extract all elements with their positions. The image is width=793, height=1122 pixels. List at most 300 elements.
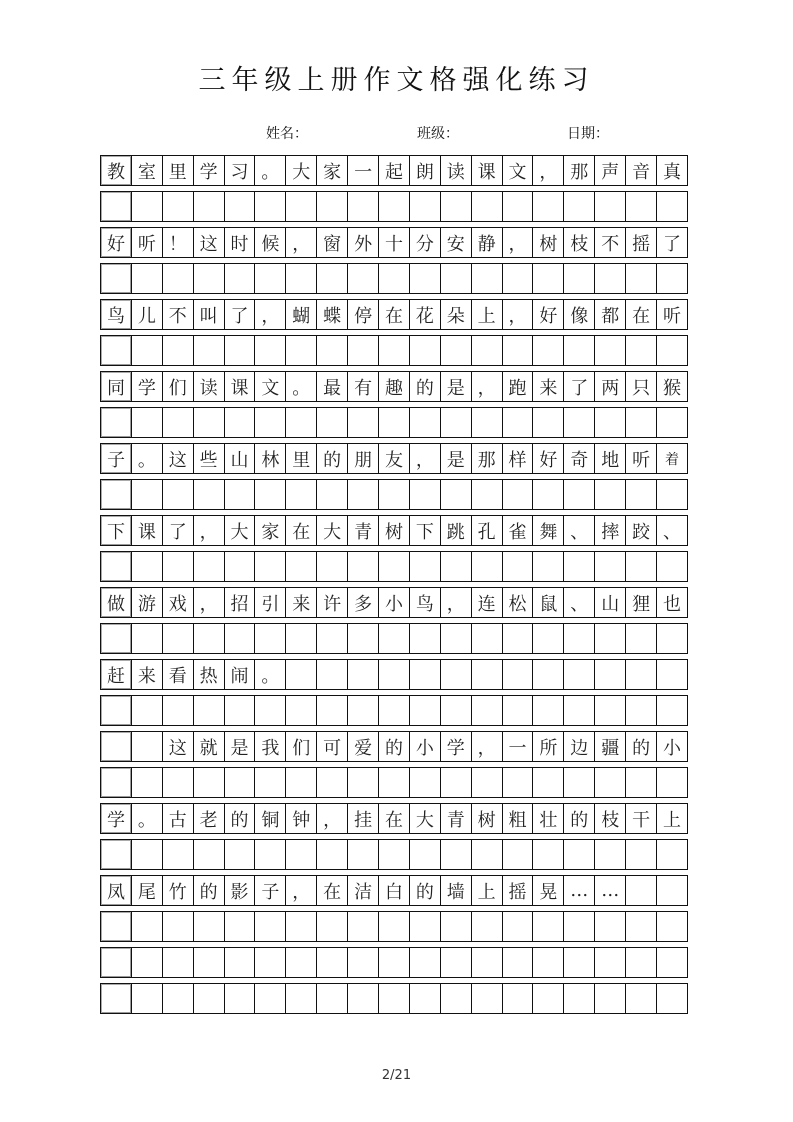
grid-cell — [255, 264, 286, 293]
grid-cell: 我 — [255, 732, 286, 761]
grid-cell: ， — [286, 876, 317, 905]
grid-cell — [564, 840, 595, 869]
grid-cell — [657, 192, 687, 221]
grid-cell — [163, 480, 194, 509]
grid-cell — [564, 408, 595, 437]
grid-cell — [225, 480, 256, 509]
grid-cell — [317, 336, 348, 365]
grid-cell: 那 — [564, 156, 595, 185]
grid-cell: 小 — [379, 588, 410, 617]
grid-cell — [657, 876, 687, 905]
grid-cell — [533, 264, 564, 293]
grid-cell — [317, 192, 348, 221]
grid-cell — [163, 624, 194, 653]
grid-cell — [101, 696, 132, 725]
blank-row — [100, 407, 688, 438]
grid-cell — [503, 408, 534, 437]
grid-cell: 山 — [225, 444, 256, 473]
grid-cell — [503, 840, 534, 869]
grid-cell: 读 — [194, 372, 225, 401]
grid-cell: 爱 — [348, 732, 379, 761]
grid-cell: 上 — [472, 300, 503, 329]
grid-cell — [317, 552, 348, 581]
grid-cell — [286, 552, 317, 581]
grid-cell — [472, 264, 503, 293]
grid-cell: 像 — [564, 300, 595, 329]
grid-cell — [225, 948, 256, 977]
grid-cell: 松 — [503, 588, 534, 617]
grid-cell: 跑 — [503, 372, 534, 401]
grid-cell: 竹 — [163, 876, 194, 905]
grid-cell: 雀 — [503, 516, 534, 545]
grid-cell — [194, 624, 225, 653]
grid-cell — [163, 696, 194, 725]
grid-cell — [132, 624, 163, 653]
grid-cell: 许 — [317, 588, 348, 617]
grid-cell: 赶 — [101, 660, 132, 689]
grid-cell: 好 — [533, 444, 564, 473]
grid-cell — [595, 624, 626, 653]
date-label: 日期： — [567, 126, 609, 142]
grid-cell: 好 — [101, 228, 132, 257]
grid-cell — [503, 264, 534, 293]
grid-cell: 儿 — [132, 300, 163, 329]
grid-cell — [472, 696, 503, 725]
grid-cell — [564, 912, 595, 941]
grid-cell — [317, 264, 348, 293]
grid-cell: 真 — [662, 161, 681, 183]
grid-cell: 室 — [132, 156, 163, 185]
grid-cell: 课 — [225, 372, 256, 401]
grid-cell — [564, 552, 595, 581]
grid-cell — [441, 192, 472, 221]
blank-row — [100, 479, 688, 510]
grid-cell — [225, 264, 256, 293]
grid-cell — [286, 480, 317, 509]
text-row — [100, 371, 688, 402]
grid-cell — [132, 192, 163, 221]
grid-cell — [348, 660, 379, 689]
grid-cell — [595, 192, 626, 221]
grid-cell — [595, 480, 626, 509]
grid-cell — [564, 984, 595, 1013]
grid-cell — [317, 840, 348, 869]
grid-cell — [472, 768, 503, 797]
grid-cell — [225, 336, 256, 365]
grid-cell: 边 — [564, 732, 595, 761]
grid-cell: 文 — [255, 372, 286, 401]
grid-cell — [317, 948, 348, 977]
grid-cell — [379, 480, 410, 509]
grid-cell: 树 — [533, 228, 564, 257]
grid-cell: 这 — [163, 732, 194, 761]
grid-cell: 古 — [163, 804, 194, 833]
grid-cell — [132, 336, 163, 365]
grid-cell — [626, 408, 657, 437]
grid-cell: 戏 — [163, 588, 194, 617]
grid-cell — [132, 480, 163, 509]
grid-cell: 花 — [410, 300, 441, 329]
grid-cell — [132, 696, 163, 725]
grid-cell — [472, 552, 503, 581]
grid-cell: 都 — [595, 300, 626, 329]
grid-cell: 闹 — [225, 660, 256, 689]
grid-cell — [410, 768, 441, 797]
grid-cell — [255, 336, 286, 365]
grid-cell: 树 — [379, 516, 410, 545]
grid-cell — [410, 912, 441, 941]
grid-cell: ， — [194, 588, 225, 617]
grid-cell — [255, 192, 286, 221]
grid-cell — [348, 948, 379, 977]
grid-cell — [441, 840, 472, 869]
grid-cell — [533, 984, 564, 1013]
text-row — [100, 659, 688, 690]
grid-cell: 的 — [410, 372, 441, 401]
grid-cell: 大 — [317, 516, 348, 545]
grid-cell — [225, 552, 256, 581]
grid-cell — [626, 480, 657, 509]
grid-cell: 一 — [503, 732, 534, 761]
grid-cell: 的 — [564, 804, 595, 833]
page-indicator: 2/21 — [381, 1068, 412, 1083]
grid-cell — [194, 984, 225, 1013]
grid-cell — [410, 408, 441, 437]
grid-cell: 洁 — [348, 876, 379, 905]
grid-cell — [533, 768, 564, 797]
grid-cell: 外 — [348, 228, 379, 257]
grid-cell — [410, 624, 441, 653]
grid-cell — [472, 948, 503, 977]
grid-cell — [348, 696, 379, 725]
grid-cell — [379, 696, 410, 725]
grid-cell — [101, 840, 132, 869]
grid-cell — [286, 192, 317, 221]
grid-cell — [379, 984, 410, 1013]
grid-cell: 那 — [472, 444, 503, 473]
grid-cell — [441, 336, 472, 365]
grid-cell: 来 — [286, 588, 317, 617]
grid-cell — [410, 660, 441, 689]
grid-cell: 鸟 — [101, 300, 132, 329]
blank-row — [100, 551, 688, 582]
blank-row — [100, 191, 688, 222]
grid-cell — [533, 552, 564, 581]
grid-cell: 鼠 — [533, 588, 564, 617]
grid-cell: 好 — [533, 300, 564, 329]
grid-cell: 一 — [348, 156, 379, 185]
grid-cell — [564, 264, 595, 293]
grid-cell: 友 — [379, 444, 410, 473]
grid-cell: 了 — [662, 233, 681, 255]
grid-cell — [379, 336, 410, 365]
grid-cell — [348, 552, 379, 581]
grid-cell — [564, 948, 595, 977]
grid-cell — [626, 552, 657, 581]
grid-cell: 来 — [533, 372, 564, 401]
grid-cell: 窗 — [317, 228, 348, 257]
grid-cell: 安 — [441, 228, 472, 257]
grid-cell — [379, 552, 410, 581]
grid-cell — [472, 336, 503, 365]
grid-cell: 着 — [664, 451, 679, 468]
grid-cell — [410, 696, 441, 725]
grid-cell — [286, 948, 317, 977]
grid-cell — [255, 696, 286, 725]
grid-cell: 下 — [410, 516, 441, 545]
grid-cell — [255, 408, 286, 437]
grid-cell: ， — [533, 156, 564, 185]
grid-cell — [533, 912, 564, 941]
grid-cell — [101, 552, 132, 581]
grid-cell — [657, 840, 687, 869]
grid-cell — [626, 192, 657, 221]
grid-cell: 声 — [595, 156, 626, 185]
grid-cell: 枝 — [564, 228, 595, 257]
grid-cell: 不 — [595, 228, 626, 257]
grid-cell — [348, 336, 379, 365]
grid-cell — [132, 948, 163, 977]
grid-cell — [657, 552, 687, 581]
grid-cell: 挂 — [348, 804, 379, 833]
grid-cell: 粗 — [503, 804, 534, 833]
grid-cell — [163, 408, 194, 437]
grid-cell: ， — [472, 732, 503, 761]
grid-cell: 学 — [194, 156, 225, 185]
grid-cell: 凤 — [101, 876, 132, 905]
grid-cell — [194, 192, 225, 221]
grid-cell — [595, 264, 626, 293]
grid-cell: 孔 — [472, 516, 503, 545]
grid-cell — [441, 660, 472, 689]
grid-cell — [286, 264, 317, 293]
grid-cell: 有 — [348, 372, 379, 401]
grid-cell — [194, 480, 225, 509]
grid-cell — [503, 912, 534, 941]
grid-cell — [410, 192, 441, 221]
grid-cell: 。 — [255, 156, 286, 185]
grid-cell — [626, 984, 657, 1013]
grid-cell: 大 — [225, 516, 256, 545]
grid-cell: 影 — [225, 876, 256, 905]
grid-cell: 朋 — [348, 444, 379, 473]
grid-cell: 音 — [626, 156, 657, 185]
grid-cell — [595, 660, 626, 689]
grid-cell — [657, 336, 687, 365]
grid-cell — [317, 408, 348, 437]
grid-cell: 在 — [317, 876, 348, 905]
grid-cell — [564, 336, 595, 365]
grid-cell — [626, 336, 657, 365]
grid-cell — [194, 696, 225, 725]
grid-cell: ， — [286, 228, 317, 257]
grid-cell: 小 — [410, 732, 441, 761]
grid-cell — [194, 768, 225, 797]
grid-cell: ， — [503, 228, 534, 257]
grid-cell — [441, 948, 472, 977]
grid-cell: 山 — [595, 588, 626, 617]
grid-cell — [564, 480, 595, 509]
grid-cell — [225, 768, 256, 797]
grid-cell — [163, 264, 194, 293]
grid-cell — [472, 480, 503, 509]
grid-cell — [101, 408, 132, 437]
grid-cell: 也 — [662, 593, 681, 615]
grid-cell: 课 — [132, 516, 163, 545]
grid-cell: 样 — [503, 444, 534, 473]
grid-cell — [595, 336, 626, 365]
grid-cell — [348, 480, 379, 509]
grid-cell — [379, 264, 410, 293]
grid-cell: 、 — [564, 588, 595, 617]
grid-cell: 看 — [163, 660, 194, 689]
grid-cell: ， — [503, 300, 534, 329]
grid-cell — [503, 768, 534, 797]
grid-cell — [472, 984, 503, 1013]
grid-cell — [163, 948, 194, 977]
grid-cell — [533, 948, 564, 977]
grid-cell — [132, 768, 163, 797]
grid-cell — [194, 552, 225, 581]
grid-cell — [163, 984, 194, 1013]
grid-cell: 狸 — [626, 588, 657, 617]
page-title: 三年级上册作文格强化练习 — [198, 65, 595, 96]
grid-cell — [163, 336, 194, 365]
grid-cell: 大 — [286, 156, 317, 185]
text-row — [100, 875, 688, 906]
grid-cell — [657, 768, 687, 797]
grid-cell — [595, 984, 626, 1013]
grid-cell: 了 — [225, 300, 256, 329]
grid-cell — [472, 840, 503, 869]
grid-cell — [626, 840, 657, 869]
grid-cell — [503, 660, 534, 689]
grid-cell — [626, 696, 657, 725]
grid-cell — [194, 336, 225, 365]
grid-cell: 朵 — [441, 300, 472, 329]
grid-cell — [533, 624, 564, 653]
text-row — [100, 803, 688, 834]
grid-cell — [626, 876, 657, 905]
grid-cell: 这 — [194, 228, 225, 257]
grid-cell: 蝶 — [317, 300, 348, 329]
blank-row — [100, 263, 688, 294]
grid-cell — [317, 696, 348, 725]
grid-cell: 子 — [101, 444, 132, 473]
grid-cell — [132, 840, 163, 869]
grid-cell: 们 — [286, 732, 317, 761]
grid-cell — [286, 984, 317, 1013]
grid-cell — [410, 480, 441, 509]
grid-cell — [472, 624, 503, 653]
grid-cell — [564, 624, 595, 653]
grid-cell: 分 — [410, 228, 441, 257]
grid-cell — [657, 948, 687, 977]
grid-cell — [225, 912, 256, 941]
grid-cell — [101, 192, 132, 221]
grid-cell: 青 — [441, 804, 472, 833]
grid-cell — [410, 984, 441, 1013]
grid-cell — [163, 912, 194, 941]
grid-cell — [101, 336, 132, 365]
grid-cell — [503, 552, 534, 581]
grid-cell — [379, 192, 410, 221]
grid-cell: 跤 — [626, 516, 657, 545]
grid-cell — [533, 660, 564, 689]
name-label: 姓名： — [266, 126, 308, 142]
grid-cell: 、 — [564, 516, 595, 545]
grid-cell — [348, 840, 379, 869]
text-row — [100, 515, 688, 546]
grid-cell: 了 — [564, 372, 595, 401]
grid-cell — [225, 984, 256, 1013]
grid-cell: 可 — [317, 732, 348, 761]
grid-cell: 奇 — [564, 444, 595, 473]
grid-cell — [626, 624, 657, 653]
grid-cell — [348, 624, 379, 653]
grid-cell: 这 — [163, 444, 194, 473]
grid-cell — [255, 984, 286, 1013]
grid-cell — [132, 552, 163, 581]
grid-cell — [132, 912, 163, 941]
grid-cell — [410, 948, 441, 977]
grid-cell — [410, 552, 441, 581]
text-row — [100, 731, 688, 762]
grid-cell: 壮 — [533, 804, 564, 833]
grid-cell: 钟 — [286, 804, 317, 833]
grid-cell: ！ — [163, 228, 194, 257]
grid-cell — [472, 660, 503, 689]
grid-cell — [626, 912, 657, 941]
grid-cell: 做 — [101, 588, 132, 617]
grid-cell — [441, 768, 472, 797]
grid-cell: 读 — [441, 156, 472, 185]
grid-cell — [286, 912, 317, 941]
grid-cell — [657, 408, 687, 437]
grid-cell — [503, 984, 534, 1013]
grid-cell — [194, 840, 225, 869]
grid-cell: 的 — [379, 732, 410, 761]
grid-cell — [286, 624, 317, 653]
grid-cell — [255, 840, 286, 869]
grid-cell — [441, 912, 472, 941]
grid-cell: 不 — [163, 300, 194, 329]
grid-cell — [533, 408, 564, 437]
grid-cell: 摇 — [626, 228, 657, 257]
grid-cell — [595, 552, 626, 581]
grid-cell — [595, 696, 626, 725]
grid-cell: 是 — [441, 444, 472, 473]
grid-cell — [348, 408, 379, 437]
blank-row — [100, 767, 688, 798]
grid-cell — [225, 192, 256, 221]
grid-cell — [317, 480, 348, 509]
grid-cell: 们 — [163, 372, 194, 401]
grid-cell: 树 — [472, 804, 503, 833]
grid-cell — [533, 480, 564, 509]
grid-cell: 听 — [132, 228, 163, 257]
grid-cell: 游 — [132, 588, 163, 617]
grid-cell — [255, 948, 286, 977]
grid-cell — [533, 336, 564, 365]
grid-cell: 的 — [317, 444, 348, 473]
blank-row — [100, 623, 688, 654]
grid-cell: 候 — [255, 228, 286, 257]
grid-cell — [564, 696, 595, 725]
grid-cell — [379, 948, 410, 977]
grid-cell: 热 — [194, 660, 225, 689]
blank-row — [100, 335, 688, 366]
